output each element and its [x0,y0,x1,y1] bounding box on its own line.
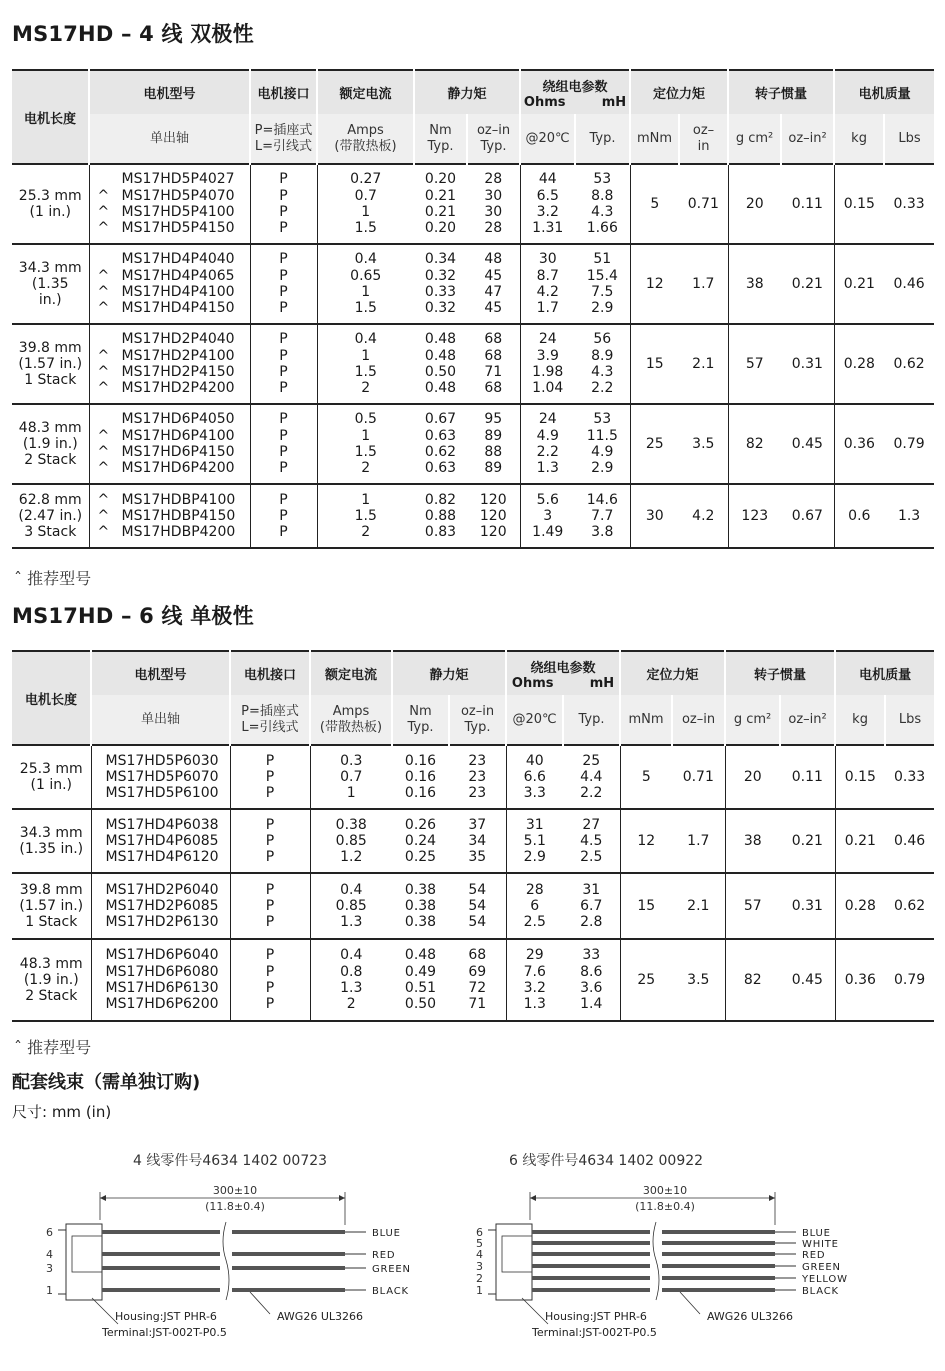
cell-mass-kg: 0.36 [834,404,884,484]
cell-mass-kg: 0.28 [835,873,885,939]
pin-number: 2 [476,1272,483,1285]
wire-color-label: RED [372,1250,396,1261]
cell-mass-lbs: 0.62 [893,355,925,372]
cell-inertia-g: 20 [725,745,780,809]
header-winding-units-2: Ohms mH [511,675,615,691]
terminal-label: Terminal:JST-002T-P0.5 [532,1326,657,1339]
wire-color-label: WHITE [802,1239,839,1250]
model-list: MS17HD6P4050 MS17HD6P4100 MS17HD6P4150 MS17HD6P4200 [121,411,235,477]
pin-number: 5 [476,1237,483,1250]
cell-current: 0.38 0.85 1.2 [310,809,392,873]
table-row [12,745,934,809]
cell-current: 0.27 0.7 1 1.5 [317,164,414,244]
harness-diagram-6wire [430,1180,900,1360]
cell-detent-mnm: 12 [620,809,672,873]
recommend-marks: ^ ^ ^ [97,267,110,317]
cell-model [89,404,250,484]
cell-detent-mnm: 12 [630,244,679,324]
wire-color-label: BLUE [372,1228,401,1239]
sub-mh-2: Typ. [563,695,620,745]
cell-torque-nm: 0.67 0.63 0.62 0.63 [424,411,457,477]
cell-mh: 25 4.4 2.2 [580,752,603,802]
header-model-2: 电机型号 [91,651,230,695]
cell-model: MS17HD5P6030 MS17HD5P6070 MS17HD5P6100 [91,745,230,809]
cell-mh: 56 8.9 4.3 2.2 [591,331,614,397]
dimension-value-in: (11.8±0.4) [635,1200,695,1213]
model-list: MS17HD2P4040 MS17HD2P4100 MS17HD2P4150 MS17HD2P4200 [121,331,235,397]
header-inertia-2: 转子惯量 [725,651,835,695]
sub-mass-kg: kg [834,114,884,164]
cell-current: 1 1.5 2 [317,484,414,548]
cell-mass-lbs: 0.62 [893,897,926,914]
cell-model [89,244,250,324]
model-list: MS17HDBP4100 MS17HDBP4150 MS17HDBP4200 [121,491,236,541]
recommend-marks: ^ ^ ^ [97,347,110,397]
header-mass-2: 电机质量 [835,651,934,695]
wire-color-label: BLUE [802,1228,831,1239]
cell-mass-lbs: 0.33 [893,768,926,785]
wire-color-label: BLACK [802,1286,839,1297]
table-row [12,484,934,548]
header-length: 电机长度 [12,70,89,164]
break-symbol [653,1222,659,1300]
cell-ohm: 40 6.6 3.3 [506,745,563,809]
cell-inertia-oz: 0.11 [791,768,823,785]
cell-model [89,324,250,404]
cell-inertia-oz: 0.67 [791,507,823,524]
sub-ohm: @20℃ [520,114,575,164]
cell-current: 0.4 0.8 1.3 2 [310,939,392,1021]
model-list: MS17HD5P4027 MS17HD5P4070 MS17HD5P4100 MS17HD5P4150 [121,171,235,237]
header-current: 额定电流 [317,70,414,114]
model-list: MS17HD4P4040 MS17HD4P4065 MS17HD4P4100 MS17HD4P4150 [121,251,235,317]
header-winding-label: 绕组电参数 [542,79,608,95]
cell-detent-mnm: 25 [620,939,672,1021]
header-detent: 定位力矩 [630,70,728,114]
callout-line [680,1292,700,1314]
cell-torque-nm: 0.34 0.32 0.33 0.32 [424,251,457,317]
wire-color-label: GREEN [372,1264,411,1275]
dimension-value: 300±10 [642,1184,688,1197]
cell-torque-oz: 95 89 88 89 [484,411,503,477]
cell-torque-nm: 0.16 0.16 0.16 [404,752,437,802]
section-title-6wire: MS17HD – 6 线 单极性 [12,604,254,628]
sub-mh: Typ. [575,114,630,164]
cell-inertia-oz: 0.45 [791,435,823,452]
cell-torque-nm: 0.82 0.88 0.83 [424,491,457,541]
cell-mh: 53 8.8 4.3 1.66 [586,171,618,237]
cell-length: 48.3 mm (1.9 in.) 2 Stack [18,419,82,469]
cell-mh: 33 8.6 3.6 1.4 [580,947,603,1013]
sub-inertia-oz: oz–in² [781,114,834,164]
sub-inertia-g: g cm² [728,114,781,164]
cell-inertia-g: 38 [728,244,781,324]
cell-interface: P P P P [250,404,317,484]
sub-torque-oz-2: oz–in Typ. [449,695,506,745]
cell-torque-oz: 23 23 23 [468,752,487,802]
cell-detent-oz: 2.1 [692,355,715,372]
sub-mass-kg-2: kg [835,695,885,745]
sub-mass-lbs-2: Lbs [885,695,934,745]
cell-inertia-oz: 0.45 [791,971,823,988]
header-torque-2: 静力矩 [392,651,506,695]
awg-label: AWG26 UL3266 [277,1310,363,1323]
cell-torque-nm: 0.48 0.49 0.51 0.50 [404,947,437,1013]
cell-mass-kg: 0.21 [835,809,885,873]
recommend-note: ˆ 推荐型号 [14,569,92,588]
cell-mh: 31 6.7 2.8 [580,881,603,931]
cell-current: 0.3 0.7 1 [310,745,392,809]
cell-interface: P P P [250,484,317,548]
sub-current: Amps (带散热板) [317,114,414,164]
cell-mass-kg: 0.36 [835,939,885,1021]
cell-mass-kg: 0.28 [834,324,884,404]
cell-mh: 27 4.5 2.5 [580,816,603,866]
cell-length: 34.3 mm (1.35 in.) [19,824,84,857]
cell-inertia-oz: 0.31 [791,897,823,914]
pin-number: 4 [476,1248,483,1261]
terminal-label: Terminal:JST-002T-P0.5 [102,1326,227,1339]
cell-detent-oz: 0.71 [682,768,714,785]
cell-interface: P P P P [250,324,317,404]
sub-interface-2: P=插座式 L=引线式 [230,695,310,745]
recommend-marks: ^ ^ ^ [97,491,110,541]
cell-inertia-g: 20 [728,164,781,244]
cell-detent-oz: 3.5 [692,435,715,452]
cell-torque-oz: 54 54 54 [468,881,487,931]
sub-torque-oz: oz–in Typ. [467,114,520,164]
housing-label: Housing:JST PHR-6 [115,1310,217,1323]
cell-interface: P P P [230,745,310,809]
table-row [12,873,934,939]
recommend-note-2: ˆ 推荐型号 [14,1038,92,1057]
sub-torque-nm-2: Nm Typ. [392,695,449,745]
cell-detent-mnm: 25 [630,404,679,484]
sub-detent-oz-2: oz–in [672,695,725,745]
cell-mass-lbs: 0.46 [893,275,925,292]
connector-housing [66,1224,102,1300]
wire-color-label: GREEN [802,1262,841,1273]
header-torque: 静力矩 [414,70,520,114]
cell-torque-oz: 37 34 35 [468,816,487,866]
cell-model: MS17HD4P6038 MS17HD4P6085 MS17HD4P6120 [91,809,230,873]
cell-inertia-g: 82 [728,404,781,484]
cell-torque-oz: 120 120 120 [479,491,507,541]
spec-table-6wire [12,650,934,1022]
header-winding [520,70,630,114]
cell-inertia-oz: 0.11 [791,195,823,212]
cell-mass-kg: 0.15 [835,745,885,809]
header-current-2: 额定电流 [310,651,392,695]
cell-detent-mnm: 15 [630,324,679,404]
cell-current: 0.4 1 1.5 2 [317,324,414,404]
table-row [12,809,934,873]
cell-length: 48.3 mm (1.9 in.) 2 Stack [19,955,83,1005]
sub-model-2: 单出轴 [91,695,230,745]
cell-detent-oz: 1.7 [687,832,710,849]
cell-detent-oz: 2.1 [687,897,710,914]
cell-ohm: 29 7.6 3.2 1.3 [506,939,563,1021]
unit-note: 尺寸: mm (in) [12,1103,112,1121]
table-row [12,939,934,1021]
sub-mass-lbs: Lbs [884,114,934,164]
cell-mass-lbs: 0.79 [893,435,925,452]
harness-diagram-4wire [0,1180,470,1360]
callout-line [250,1292,270,1314]
cell-length: 34.3 mm (1.35 in.) [18,259,82,309]
sub-current-2: Amps (带散热板) [310,695,392,745]
cell-interface: P P P [230,809,310,873]
cell-detent-mnm: 30 [630,484,679,548]
section-title-4wire: MS17HD – 4 线 双极性 [12,22,254,46]
housing-label: Housing:JST PHR-6 [545,1310,647,1323]
sub-detent-oz: oz– in [679,114,728,164]
cell-ohm: 31 5.1 2.9 [506,809,563,873]
cell-ohm: 5.6 3 1.49 [520,484,575,548]
pin-number: 4 [46,1248,53,1261]
table-row [12,324,934,404]
spec-table-4wire [12,69,934,549]
cell-inertia-oz: 0.31 [791,355,823,372]
cell-mass-kg: 0.15 [834,164,884,244]
header-mass: 电机质量 [834,70,934,114]
cell-length: 39.8 mm (1.57 in.) 1 Stack [19,881,84,931]
cell-ohm: 24 4.9 2.2 1.3 [520,404,575,484]
cell-model [89,164,250,244]
harness-title: 配套线束（需单独订购) [12,1072,201,1093]
sub-interface: P=插座式 L=引线式 [250,114,317,164]
diagram4-title: 4 线零件号4634 1402 00723 [133,1153,328,1169]
cell-torque-oz: 68 68 71 68 [484,331,503,397]
cell-inertia-g: 123 [728,484,781,548]
cell-detent-mnm: 5 [630,164,679,244]
cell-mass-lbs: 1.3 [897,507,921,524]
sub-detent-mnm: mNm [630,114,679,164]
diagram6-title: 6 线零件号4634 1402 00922 [509,1153,704,1169]
cell-length: 25.3 mm (1 in.) [19,760,83,793]
cell-mh: 53 11.5 4.9 2.9 [586,411,618,477]
cell-interface: P P P P [250,164,317,244]
cell-ohm: 44 6.5 3.2 1.31 [520,164,575,244]
cell-inertia-g: 82 [725,939,780,1021]
cell-length: 39.8 mm (1.57 in.) 1 Stack [18,339,83,389]
cell-mass-lbs: 0.79 [893,971,926,988]
cell-mh: 51 15.4 7.5 2.9 [586,251,618,317]
cell-detent-oz: 3.5 [687,971,710,988]
table-row [12,244,934,324]
cell-torque-nm: 0.48 0.48 0.50 0.48 [424,331,457,397]
pin-number: 3 [476,1260,483,1273]
header-winding-units: Ohms mH [523,94,627,110]
cell-model: MS17HD6P6040 MS17HD6P6080 MS17HD6P6130 MS17HD6P6200 [91,939,230,1021]
cell-torque-oz: 48 45 47 45 [484,251,503,317]
cell-mass-kg: 0.21 [834,244,884,324]
wire-color-label: RED [802,1250,826,1261]
cell-detent-mnm: 5 [620,745,672,809]
table-row [12,164,934,244]
header-interface: 电机接口 [250,70,317,114]
cell-torque-nm: 0.20 0.21 0.21 0.20 [424,171,457,237]
cell-current: 0.4 0.65 1 1.5 [317,244,414,324]
cell-model [89,484,250,548]
cell-inertia-g: 38 [725,809,780,873]
cell-length: 25.3 mm (1 in.) [18,187,82,220]
wire-color-label: YELLOW [802,1274,848,1285]
pin-number: 3 [46,1262,53,1275]
cell-inertia-oz: 0.21 [791,832,823,849]
pin-number: 1 [46,1284,53,1297]
cell-interface: P P P [230,873,310,939]
header-detent-2: 定位力矩 [620,651,725,695]
pin-number: 6 [476,1226,483,1239]
cell-ohm: 24 3.9 1.98 1.04 [520,324,575,404]
pin-number: 1 [476,1284,483,1297]
header-inertia: 转子惯量 [728,70,834,114]
cell-mass-kg: 0.6 [834,484,884,548]
dimension-value-in: (11.8±0.4) [205,1200,265,1213]
cell-current: 0.5 1 1.5 2 [317,404,414,484]
break-symbol [223,1222,229,1300]
wire-color-label: BLACK [372,1286,409,1297]
cell-ohm: 30 8.7 4.2 1.7 [520,244,575,324]
header-model: 电机型号 [89,70,250,114]
cell-torque-nm: 0.38 0.38 0.38 [404,881,437,931]
dimension-value: 300±10 [212,1184,258,1197]
awg-label: AWG26 UL3266 [707,1310,793,1323]
header-winding-2 [506,651,620,695]
header-winding-label-2: 绕组电参数 [530,660,596,676]
sub-model: 单出轴 [89,114,250,164]
sub-torque-nm: Nm Typ. [414,114,467,164]
cell-torque-oz: 28 30 30 28 [484,171,503,237]
cell-mh: 14.6 7.7 3.8 [586,491,618,541]
cell-length: 62.8 mm (2.47 in.) 3 Stack [18,491,83,541]
cell-torque-oz: 68 69 72 71 [468,947,487,1013]
cell-inertia-g: 57 [728,324,781,404]
cell-interface: P P P P [250,244,317,324]
cell-ohm: 28 6 2.5 [506,873,563,939]
pin-number: 6 [46,1226,53,1239]
header-interface-2: 电机接口 [230,651,310,695]
cell-detent-oz: 0.71 [687,195,719,212]
cell-mass-lbs: 0.33 [893,195,925,212]
sub-inertia-g-2: g cm² [725,695,780,745]
sub-inertia-oz-2: oz–in² [780,695,835,745]
cell-detent-oz: 1.7 [692,275,715,292]
cell-current: 0.4 0.85 1.3 [310,873,392,939]
connector-housing [496,1224,532,1300]
cell-detent-mnm: 15 [620,873,672,939]
cell-detent-oz: 4.2 [692,507,715,524]
recommend-marks: ^ ^ ^ [97,427,110,477]
cell-model: MS17HD2P6040 MS17HD2P6085 MS17HD2P6130 [91,873,230,939]
table-row [12,404,934,484]
cell-mass-lbs: 0.46 [893,832,926,849]
sub-ohm-2: @20℃ [506,695,563,745]
recommend-marks: ^ ^ ^ [97,187,110,237]
header-length-2: 电机长度 [12,651,91,745]
cell-interface: P P P P [230,939,310,1021]
cell-torque-nm: 0.26 0.24 0.25 [404,816,437,866]
sub-detent-mnm-2: mNm [620,695,672,745]
cell-inertia-oz: 0.21 [791,275,823,292]
cell-inertia-g: 57 [725,873,780,939]
